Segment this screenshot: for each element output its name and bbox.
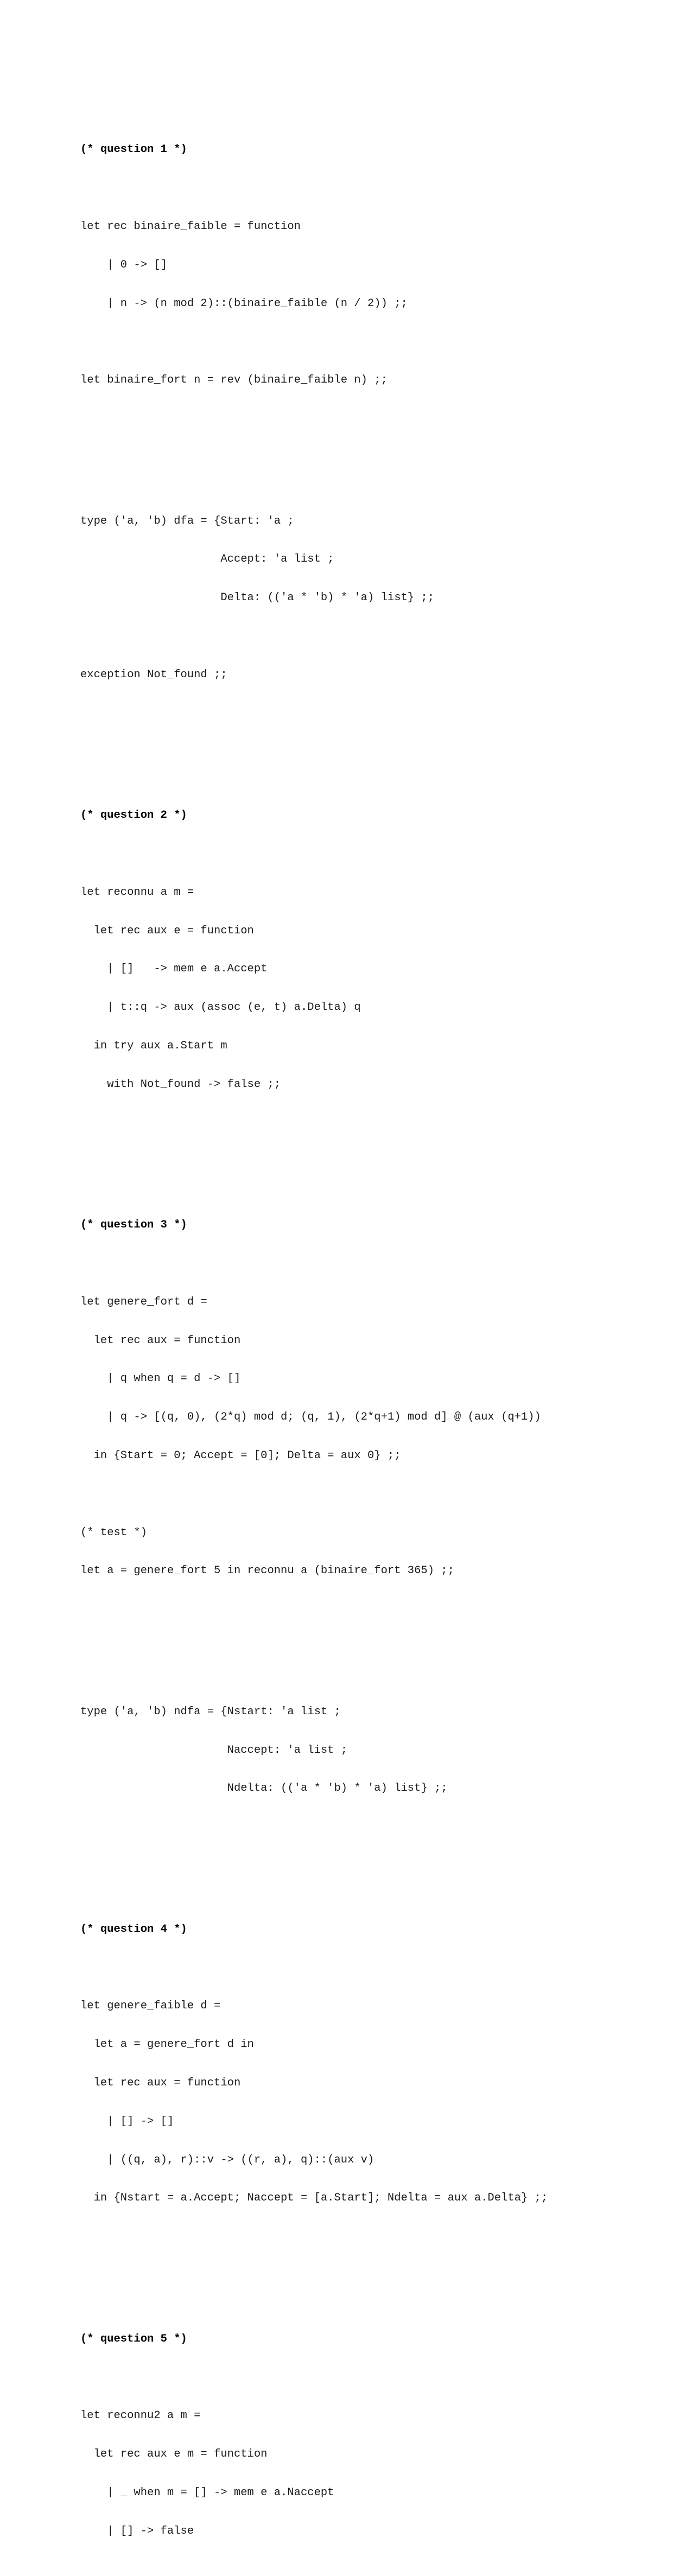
question-1-heading: (* question 1 *) bbox=[80, 143, 187, 156]
blank-line bbox=[80, 182, 548, 195]
code-line: | ((q, a), r)::v -> ((r, a), q)::(aux v) bbox=[80, 2153, 374, 2166]
blank-line bbox=[80, 1821, 548, 1834]
code-listing bbox=[80, 92, 548, 2576]
code-line: let rec aux e = function bbox=[80, 924, 254, 937]
code-line: let a = genere_fort 5 in reconnu a (binaire_fort 365) ;; bbox=[80, 1564, 454, 1578]
code-line: Accept: 'a list ; bbox=[80, 553, 334, 566]
blank-line bbox=[80, 2371, 548, 2384]
code-line: | n -> (n mod 2)::(binaire_faible (n / 2)) ;; bbox=[80, 297, 408, 310]
blank-line bbox=[80, 745, 548, 758]
code-line: type ('a, 'b) ndfa = {Nstart: 'a list ; bbox=[80, 1705, 341, 1718]
code-line: (* test *) bbox=[80, 1526, 148, 1539]
code-line: with Not_found -> false ;; bbox=[80, 1078, 281, 1091]
blank-line bbox=[80, 707, 548, 720]
code-line: in {Nstart = a.Accept; Naccept = [a.Start]; Ndelta = aux a.Delta} ;; bbox=[80, 2192, 548, 2205]
code-line: let genere_faible d = bbox=[80, 2000, 221, 2013]
code-line: let rec aux = function bbox=[80, 2077, 241, 2090]
code-line: | q -> [(q, 0), (2*q) mod d; (q, 1), (2*q+1) mod d] @ (aux (q+1)) bbox=[80, 1411, 541, 1424]
blank-line bbox=[80, 412, 548, 425]
blank-line bbox=[80, 1155, 548, 1168]
code-line: Naccept: 'a list ; bbox=[80, 1744, 348, 1757]
code-line: Delta: (('a * 'b) * 'a) list} ;; bbox=[80, 591, 435, 605]
blank-line bbox=[80, 1962, 548, 1975]
code-line: let rec binaire_faible = function bbox=[80, 220, 301, 233]
code-line: Ndelta: (('a * 'b) * 'a) list} ;; bbox=[80, 1782, 448, 1795]
blank-line bbox=[80, 335, 548, 348]
question-2-heading: (* question 2 *) bbox=[80, 809, 187, 822]
code-line: in try aux a.Start m bbox=[80, 1039, 227, 1052]
code-line: type ('a, 'b) dfa = {Start: 'a ; bbox=[80, 514, 294, 527]
blank-line bbox=[80, 1642, 548, 1655]
blank-line bbox=[80, 1603, 548, 1616]
code-line: | [] -> mem e a.Accept bbox=[80, 963, 268, 976]
code-line: let reconnu2 a m = bbox=[80, 2409, 201, 2422]
code-line: exception Not_found ;; bbox=[80, 668, 227, 681]
code-line: | q when q = d -> [] bbox=[80, 1372, 241, 1385]
code-line: | [] -> false bbox=[80, 2524, 194, 2537]
blank-line bbox=[80, 2269, 548, 2282]
blank-line bbox=[80, 848, 548, 861]
code-line: let reconnu a m = bbox=[80, 886, 194, 899]
code-line: let a = genere_fort d in bbox=[80, 2038, 254, 2051]
blank-line bbox=[80, 1257, 548, 1270]
code-line: in {Start = 0; Accept = [0]; Delta = aux 0} ;; bbox=[80, 1449, 401, 1462]
blank-line bbox=[80, 2230, 548, 2243]
code-line: let rec aux e m = function bbox=[80, 2448, 268, 2461]
code-line: | 0 -> [] bbox=[80, 258, 167, 271]
code-line: let binaire_fort n = rev (binaire_faible n) ;; bbox=[80, 374, 388, 387]
question-5-heading: (* question 5 *) bbox=[80, 2332, 187, 2345]
blank-line bbox=[80, 630, 548, 643]
code-line: | [] -> [] bbox=[80, 2115, 174, 2128]
code-line: let genere_fort d = bbox=[80, 1295, 207, 1308]
blank-line bbox=[80, 1488, 548, 1501]
blank-line bbox=[80, 1117, 548, 1130]
blank-line bbox=[80, 451, 548, 464]
blank-line bbox=[80, 1859, 548, 1872]
code-line: | _ when m = [] -> mem e a.Naccept bbox=[80, 2486, 334, 2499]
code-line: | t::q -> aux (assoc (e, t) a.Delta) q bbox=[80, 1001, 361, 1014]
question-3-heading: (* question 3 *) bbox=[80, 1219, 187, 1232]
question-4-heading: (* question 4 *) bbox=[80, 1923, 187, 1936]
code-line: let rec aux = function bbox=[80, 1334, 241, 1347]
